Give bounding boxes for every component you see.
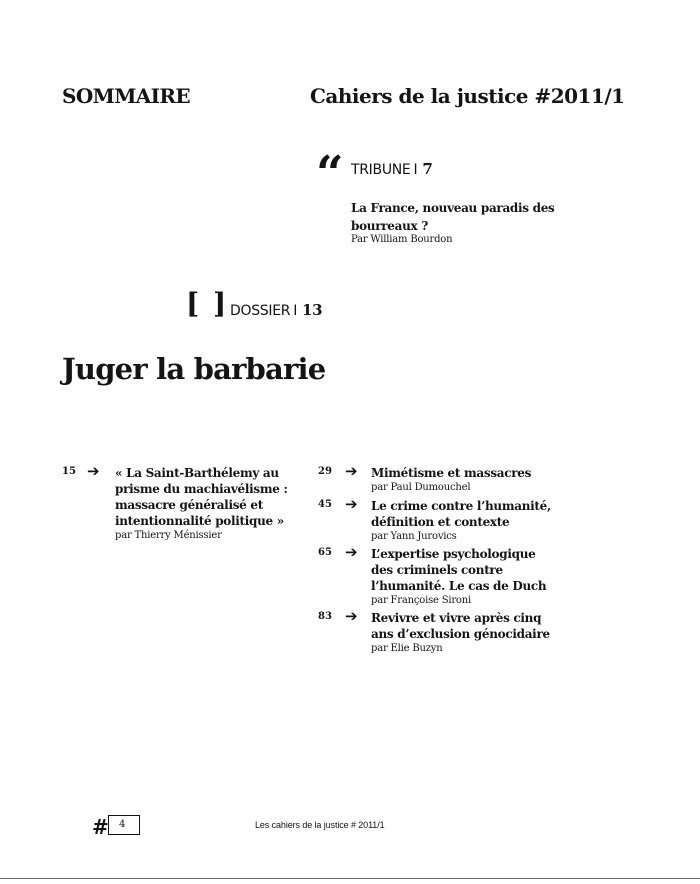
quote-mark-icon: “ (316, 146, 344, 202)
tribune-label: TRIBUNE (351, 162, 411, 178)
arrow-right-icon: ➔ (345, 462, 358, 480)
toc-entry-author: par Paul Dumouchel (371, 482, 471, 493)
bottom-rule (0, 878, 700, 879)
toc-entry-page: 83 (318, 611, 332, 622)
tribune-article-author: Par William Bourdon (351, 234, 453, 245)
toc-entry-title[interactable]: L’expertise psychologique des criminels contre l’humanité. Le cas de Duch (371, 547, 547, 593)
toc-entry-author: par Yann Jurovics (371, 531, 457, 542)
tribune-page: 7 (422, 160, 433, 178)
dossier-label: DOSSIER (230, 303, 291, 319)
tribune-article-title[interactable]: La France, nouveau paradis des bourreaux ? (351, 201, 555, 233)
arrow-right-icon: ➔ (345, 543, 358, 561)
hash-icon: # (92, 815, 109, 839)
toc-entry-page: 45 (318, 499, 332, 510)
running-footer: Les cahiers de la justice # 2011/1 (255, 820, 385, 830)
arrow-right-icon: ➔ (345, 607, 358, 625)
toc-entry-page: 29 (318, 466, 332, 477)
toc-entry-page: 15 (62, 466, 76, 477)
toc-entry-page: 65 (318, 547, 332, 558)
page-title: SOMMAIRE (62, 84, 191, 108)
toc-entry-title[interactable]: « La Saint-Barthélemy au prisme du machiavélisme : massacre généralisé et intentionnalité politique » (115, 466, 288, 528)
dossier-separator: I (293, 303, 298, 319)
toc-entry-title[interactable]: Mimétisme et massacres (371, 466, 532, 480)
toc-entry-title[interactable]: Revivre et vivre après cinq ans d’exclusion génocidaire (371, 611, 550, 641)
journal-title: Cahiers de la justice #2011/1 (310, 84, 625, 108)
page-number-box: 4 (108, 815, 140, 835)
dossier-title: Juger la barbarie (62, 352, 326, 386)
brackets-icon: [ ] (186, 287, 229, 320)
tribune-separator: I (413, 162, 418, 178)
dossier-page: 13 (302, 301, 323, 319)
arrow-right-icon: ➔ (345, 495, 358, 513)
arrow-right-icon: ➔ (87, 462, 100, 480)
toc-entry-author: par Françoise Sironi (371, 595, 471, 606)
toc-entry-author: par Elie Buzyn (371, 643, 443, 654)
dossier-heading (230, 301, 322, 319)
toc-entry-author: par Thierry Ménissier (115, 530, 222, 541)
tribune-heading (351, 160, 432, 178)
toc-entry-title[interactable]: Le crime contre l’humanité, définition et contexte (371, 499, 551, 529)
